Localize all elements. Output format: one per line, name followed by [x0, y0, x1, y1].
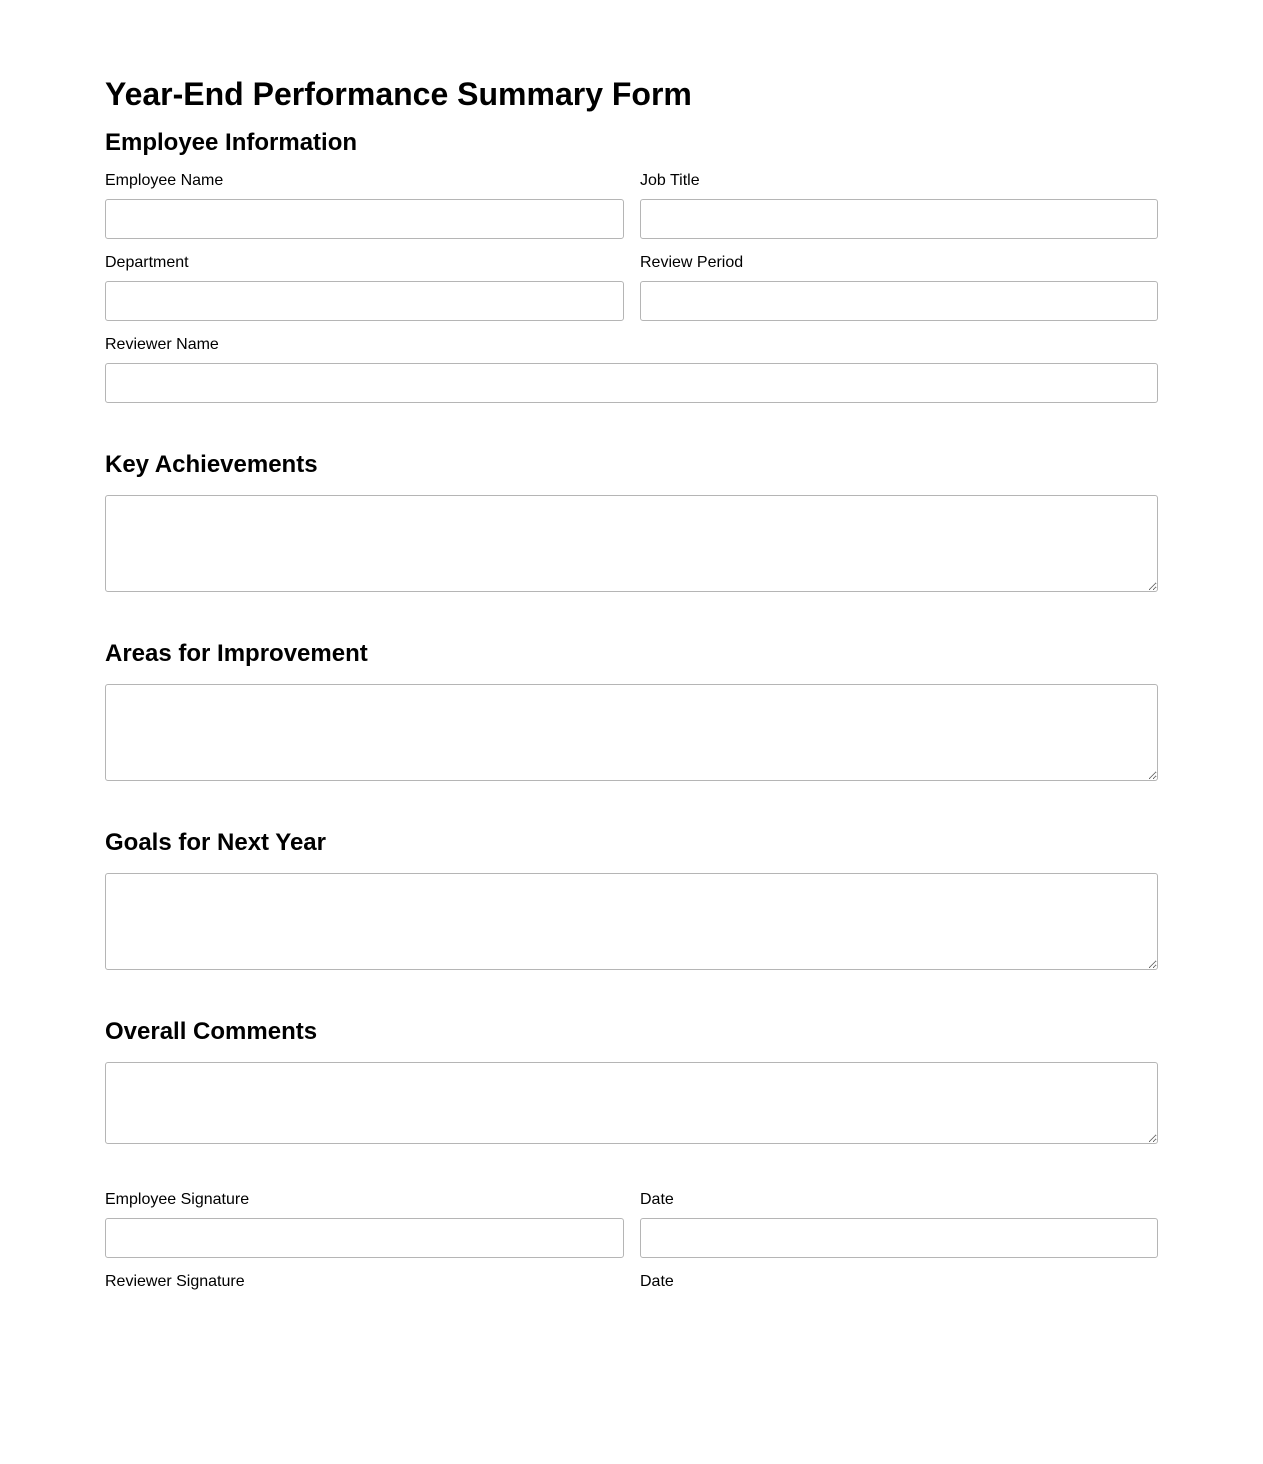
section-heading-goals-next-year: Goals for Next Year: [105, 829, 326, 856]
overall-comments-textarea[interactable]: [105, 1062, 1158, 1144]
section-heading-employee-information: Employee Information: [105, 129, 358, 156]
job-title-input[interactable]: [640, 199, 1158, 239]
employee-name-label: Employee Name: [105, 172, 224, 189]
section-heading-areas-for-improvement: Areas for Improvement: [105, 640, 368, 667]
employee-date-input[interactable]: [640, 1218, 1158, 1258]
reviewer-name-label: Reviewer Name: [105, 336, 219, 353]
employee-signature-input[interactable]: [105, 1218, 624, 1258]
key-achievements-textarea[interactable]: [105, 495, 1158, 592]
job-title-label: Job Title: [640, 172, 700, 189]
review-period-label: Review Period: [640, 254, 744, 271]
department-label: Department: [105, 254, 189, 271]
reviewer-date-label: Date: [640, 1273, 674, 1290]
section-heading-overall-comments: Overall Comments: [105, 1018, 318, 1045]
department-input[interactable]: [105, 281, 624, 321]
areas-for-improvement-textarea[interactable]: [105, 684, 1158, 781]
employee-signature-label: Employee Signature: [105, 1191, 250, 1208]
section-heading-key-achievements: Key Achievements: [105, 451, 318, 478]
employee-name-input[interactable]: [105, 199, 624, 239]
goals-next-year-textarea[interactable]: [105, 873, 1158, 970]
reviewer-signature-label: Reviewer Signature: [105, 1273, 245, 1290]
page-title: Year-End Performance Summary Form: [105, 76, 692, 112]
reviewer-name-input[interactable]: [105, 363, 1158, 403]
employee-date-label: Date: [640, 1191, 674, 1208]
review-period-input[interactable]: [640, 281, 1158, 321]
